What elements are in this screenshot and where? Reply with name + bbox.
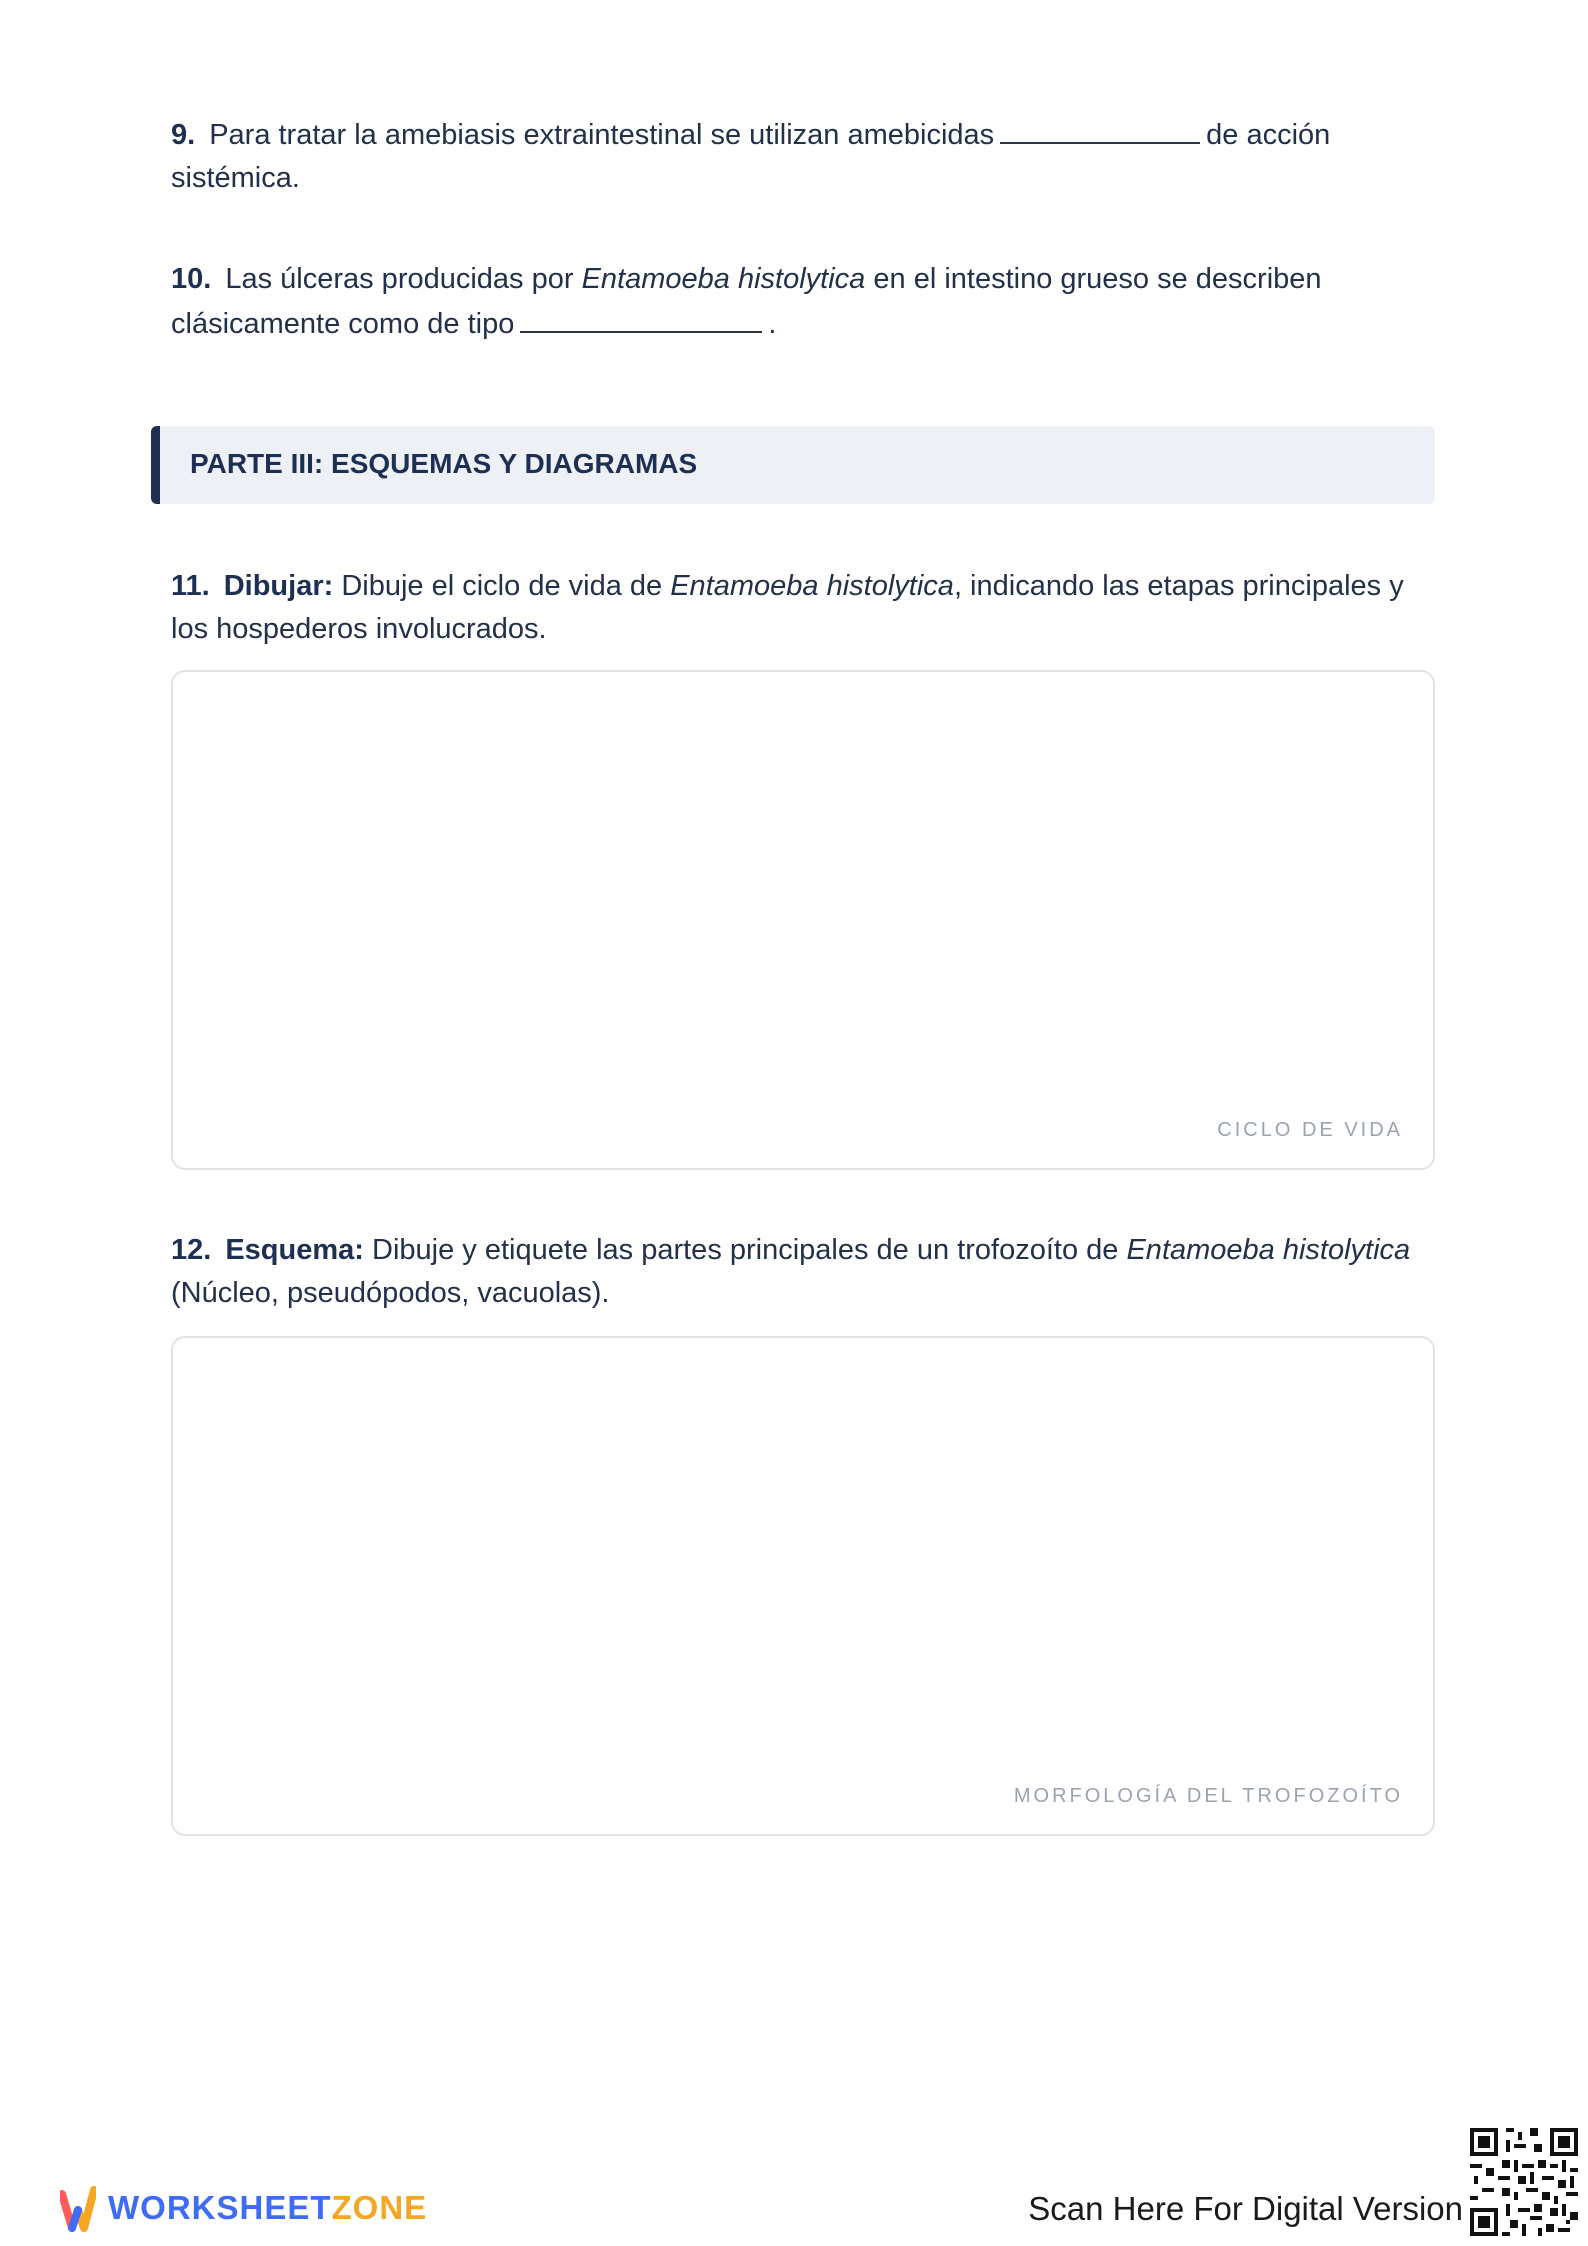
question-text: . [768,308,777,340]
question-text: sistémica. [171,162,300,194]
question-lead: Esquema: [225,1234,364,1266]
species-name: Entamoeba histolytica [581,263,866,295]
box-caption: MORFOLOGÍA DEL TROFOZOÍTO [1013,1785,1403,1807]
question-text: los hospederos involucrados. [171,613,547,645]
question-number: 12. [171,1234,212,1266]
brand-name: WORKSHEETZONE [108,2189,428,2226]
section-title: PARTE III: ESQUEMAS Y DIAGRAMAS [190,448,698,479]
question-text: , indicando las etapas principales y [953,570,1404,602]
question-text: Para tratar la amebiasis extraintestinal se utilizan amebicidas [209,119,995,151]
species-name: Entamoeba histolytica [1126,1234,1411,1266]
question-text: clásicamente como de tipo [171,308,515,340]
scan-label: Scan Here For Digital Version [1028,2190,1463,2227]
question-11 [171,565,1421,651]
question-lead: Dibujar: [223,570,334,602]
section-header [151,426,1435,504]
question-text: de acción [1206,119,1331,151]
answer-blank[interactable] [1000,112,1200,144]
question-12 [171,1229,1421,1315]
question-text: Dibuje el ciclo de vida de [341,570,663,602]
question-text: (Núcleo, pseudópodos, vacuolas). [171,1277,610,1309]
question-text: Dibuje y etiquete las partes principales de un trofozoíto de [372,1234,1119,1266]
drawing-box-trophozoite[interactable] [171,1336,1435,1836]
logo-w-icon [60,2180,96,2240]
question-number: 10. [171,263,212,295]
box-caption: CICLO DE VIDA [1217,1119,1403,1141]
species-name: Entamoeba histolytica [670,570,954,602]
qr-code-icon[interactable] [1470,2128,1578,2236]
drawing-box-life-cycle[interactable] [171,670,1435,1170]
question-9 [171,112,1421,200]
question-text: en el intestino grueso se describen [873,263,1322,295]
question-10 [171,258,1421,346]
question-number: 11. [171,570,210,602]
question-text: Las úlceras producidas por [225,263,574,295]
question-number: 9. [171,119,196,151]
answer-blank[interactable] [520,301,762,333]
